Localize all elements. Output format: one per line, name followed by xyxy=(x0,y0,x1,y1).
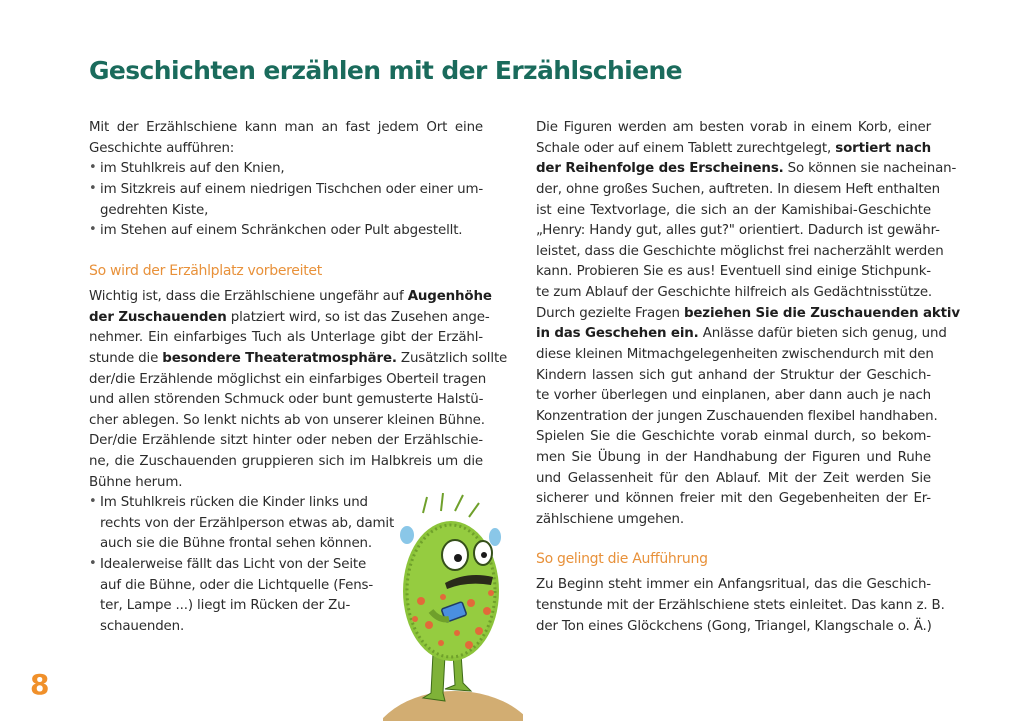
body-line: cher ablegen. So lenkt nichts ab von unserer kleinen Bühne. xyxy=(89,413,485,428)
page-title: Geschichten erzählen mit der Erzählschiene xyxy=(89,56,683,85)
bullet-icon: • xyxy=(89,494,97,509)
body-line: diese kleinen Mitmachgelegenheiten zwischendurch mit den xyxy=(536,347,934,362)
place-item: im Stuhlkreis auf den Knien, xyxy=(100,161,285,176)
tip-line: schauenden. xyxy=(100,619,185,634)
body-line: und allen störenden Schmuck oder bunt gemusterte Halstü- xyxy=(89,392,484,407)
body-line: Kindern lassen sich gut anhand der Struktur der Geschich- xyxy=(536,368,931,383)
body-line: men Sie Übung in der Handhabung der Figuren und Ruhe xyxy=(536,450,931,465)
body-line: leistet, dass die Geschichte möglichst frei nacherzählt werden xyxy=(536,244,944,259)
body-line: in das Geschehen ein. Anlässe dafür bieten sich genug, und xyxy=(536,326,947,341)
body-line: der Zuschauenden platziert wird, so ist das Zusehen ange- xyxy=(89,310,490,325)
body-line: te vorher überlegen und einplanen, aber dann auch je nach xyxy=(536,388,931,403)
body-line: Die Figuren werden am besten vorab in einem Korb, einer xyxy=(536,120,931,135)
body-line: der Ton eines Glöckchens (Gong, Triangel, Klangschale o. Ä.) xyxy=(536,619,932,634)
body-line: te zum Ablauf der Geschichte hilfreich als Gedächtnisstütze. xyxy=(536,285,933,300)
tip-line: auch sie die Bühne frontal sehen können. xyxy=(100,536,372,551)
tip-line: ter, Lampe ...) liegt im Rücken der Zu- xyxy=(100,598,351,613)
body-line: der/die Erzählende möglichst ein einfarbiges Oberteil tragen xyxy=(89,372,487,387)
tip-line: rechts von der Erzählperson etwas ab, damit xyxy=(100,516,395,531)
body-line: kann. Probieren Sie es aus! Eventuell sind einige Stichpunk- xyxy=(536,264,931,279)
body-line: Zu Beginn steht immer ein Anfangsritual, das die Geschich- xyxy=(536,577,931,592)
tip-line: Idealerweise fällt das Licht von der Seite xyxy=(100,557,367,572)
body-line: Der/die Erzählende sitzt hinter oder neben der Erzählschie- xyxy=(89,433,483,448)
page-number: 8 xyxy=(30,668,50,701)
body-line: ne, die Zuschauenden gruppieren sich im Halbkreis um die xyxy=(89,454,483,469)
body-line: Durch gezielte Fragen beziehen Sie die Zuschauenden aktiv xyxy=(536,306,960,321)
body-line: nehmer. Ein einfarbiges Tuch als Unterlage gibt der Erzähl- xyxy=(89,330,483,345)
body-line: stunde die besondere Theateratmosphäre. Zusätzlich sollte xyxy=(89,351,508,366)
section-heading-preparation: So wird der Erzählplatz vorbereitet xyxy=(89,263,322,279)
tip-line: Im Stuhlkreis rücken die Kinder links und xyxy=(100,495,368,510)
body-line: ist eine Textvorlage, die sich an der Kamishibai-Geschichte xyxy=(536,203,931,218)
place-item: im Sitzkreis auf einem niedrigen Tischchen oder einer um- xyxy=(100,182,484,197)
body-line: Konzentration der jungen Zuschauenden flexibel handhaben. xyxy=(536,409,938,424)
body-line: „Henry: Handy gut, alles gut?" orientiert. Dadurch ist gewähr- xyxy=(536,223,940,238)
body-line: und Gelassenheit für den Ablauf. Mit der Zeit werden Sie xyxy=(536,471,931,486)
green-monster-with-phone-icon xyxy=(383,493,523,721)
body-line: tenstunde mit der Erzählschiene stets einleitet. Das kann z. B. xyxy=(536,598,945,613)
bullet-icon: • xyxy=(89,181,97,196)
place-item: im Stehen auf einem Schränkchen oder Pult abgestellt. xyxy=(100,223,463,238)
tip-line: auf die Bühne, oder die Lichtquelle (Fens- xyxy=(100,578,374,593)
intro-line: Geschichte aufführen: xyxy=(89,141,235,156)
body-line: der, ohne großes Suchen, auftreten. In diesem Heft enthalten xyxy=(536,182,940,197)
body-line: Wichtig ist, dass die Erzählschiene ungefähr auf Augenhöhe xyxy=(89,289,492,304)
body-line: zählschiene umgehen. xyxy=(536,512,684,527)
body-line: sicherer und können freier mit den Gegebenheiten der Er- xyxy=(536,491,931,506)
body-line: der Reihenfolge des Erscheinens. So können sie nacheinan- xyxy=(536,161,957,176)
bullet-icon: • xyxy=(89,222,97,237)
intro-line: Mit der Erzählschiene kann man an fast jedem Ort eine xyxy=(89,120,483,135)
section-heading-performance: So gelingt die Aufführung xyxy=(536,551,708,567)
body-line: Schale oder auf einem Tablett zurechtgelegt, sortiert nach xyxy=(536,141,931,156)
bullet-icon: • xyxy=(89,556,97,571)
place-item: gedrehten Kiste, xyxy=(100,203,209,218)
bullet-icon: • xyxy=(89,160,97,175)
body-line: Spielen Sie die Geschichte vorab einmal durch, so bekom- xyxy=(536,429,931,444)
body-line: Bühne herum. xyxy=(89,475,183,490)
